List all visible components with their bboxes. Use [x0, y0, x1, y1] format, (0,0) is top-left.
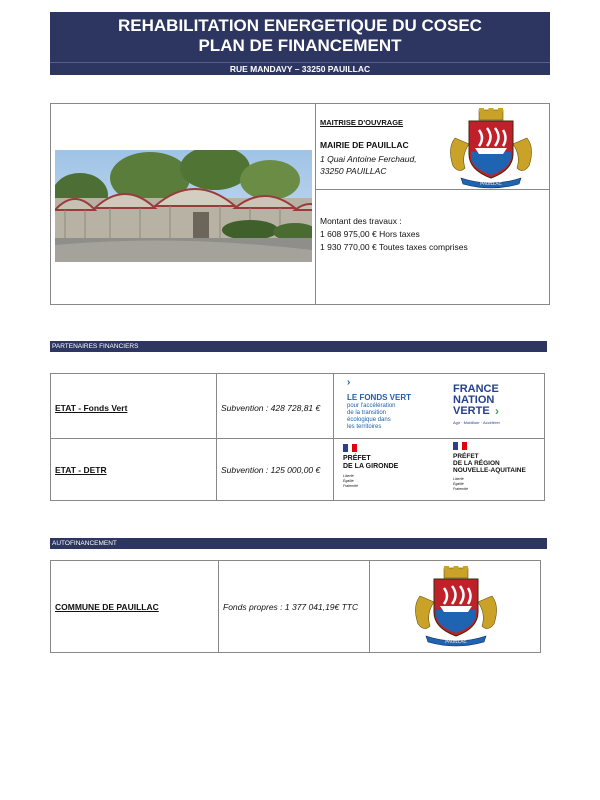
fonds-vert-title: LE FONDS VERT	[347, 393, 412, 402]
fnv-line3: VERTE	[453, 405, 490, 417]
address-band	[50, 62, 550, 75]
pauillac-crest-logo	[441, 108, 541, 190]
divider	[333, 374, 334, 500]
fonds-vert-line2: pour l'accélération	[347, 403, 396, 409]
prefet-gironde-line1: PRÉFET	[343, 455, 371, 462]
divider	[51, 438, 544, 439]
prefet-region-line3: NOUVELLE-AQUITAINE	[453, 467, 526, 474]
prefet-region-logo	[453, 442, 543, 498]
chevron-icon: ›	[347, 377, 351, 388]
motto-3: Fraternité	[343, 484, 358, 488]
marianne-icon	[453, 442, 467, 450]
motto-3: Fraternité	[453, 487, 468, 491]
autofinancement-section-band	[50, 538, 547, 549]
amount-ht: 1 608 975,00 € Hors taxes	[320, 229, 420, 239]
motto-1: Liberté	[343, 474, 354, 478]
partner-name: ETAT - Fonds Vert	[55, 403, 128, 413]
france-nation-verte-logo	[453, 384, 533, 434]
prefet-region-line1: PRÉFET	[453, 453, 479, 460]
mo-address: 1 Quai Antoine Ferchaud, 33250 PAUILLAC	[320, 154, 417, 176]
title-line-2: PLAN DE FINANCEMENT	[198, 36, 402, 55]
fnv-chevron-icon: ›	[495, 404, 499, 418]
fonds-vert-line5: les territoires	[347, 424, 382, 430]
partner-name: ETAT - DETR	[55, 465, 107, 475]
motto-1: Liberté	[453, 477, 464, 481]
mo-label: MAITRISE D'OUVRAGE	[320, 118, 404, 127]
marianne-icon	[343, 444, 357, 452]
works-amount	[320, 215, 468, 254]
project-address: RUE MANDAVY – 33250 PAUILLAC	[229, 64, 371, 74]
motto-2: Égalité	[343, 479, 354, 483]
partner-amount: Subvention : 125 000,00 €	[221, 465, 321, 475]
self-financing-amount: Fonds propres : 1 377 041,19€ TTC	[223, 602, 359, 612]
amount-label: Montant des travaux :	[320, 216, 402, 226]
fnv-line1: FRANCE	[453, 383, 499, 395]
partners-section-band	[50, 341, 547, 352]
title-line-1: REHABILITATION ENERGETIQUE DU COSEC	[118, 16, 482, 35]
divider	[315, 104, 316, 304]
motto-2: Égalité	[453, 482, 464, 486]
fnv-tagline: Agir · Mobiliser · Accélérer	[453, 420, 500, 425]
amount-ttc: 1 930 770,00 € Toutes taxes comprises	[320, 242, 468, 252]
autofinancement-section-label: AUTOFINANCEMENT	[52, 540, 117, 547]
mo-name: MAIRIE DE PAUILLAC	[320, 140, 409, 150]
partners-table	[50, 373, 545, 501]
partner-amount: Subvention : 428 728,81 €	[221, 403, 321, 413]
divider	[216, 374, 217, 500]
prefet-gironde-logo	[343, 444, 433, 498]
fnv-line2: NATION	[453, 394, 495, 406]
crest-banner-text: PAUILLAC	[445, 639, 467, 644]
self-financing-name: COMMUNE DE PAUILLAC	[55, 602, 159, 612]
prefet-region-line2: DE LA RÉGION	[453, 460, 500, 467]
divider	[369, 561, 370, 652]
pauillac-crest-logo	[406, 565, 506, 649]
prefet-gironde-line2: DE LA GIRONDE	[343, 463, 399, 470]
divider	[218, 561, 219, 652]
partners-section-label: PARTENAIRES FINANCIERS	[52, 343, 139, 350]
project-info-box	[50, 103, 550, 305]
building-photo	[55, 150, 312, 262]
autofinancement-table	[50, 560, 541, 653]
fonds-vert-line4: écologique dans	[347, 417, 391, 423]
fonds-vert-line3: de la transition	[347, 410, 387, 416]
crest-banner-text: PAUILLAC	[480, 181, 502, 186]
fonds-vert-logo	[345, 378, 435, 436]
